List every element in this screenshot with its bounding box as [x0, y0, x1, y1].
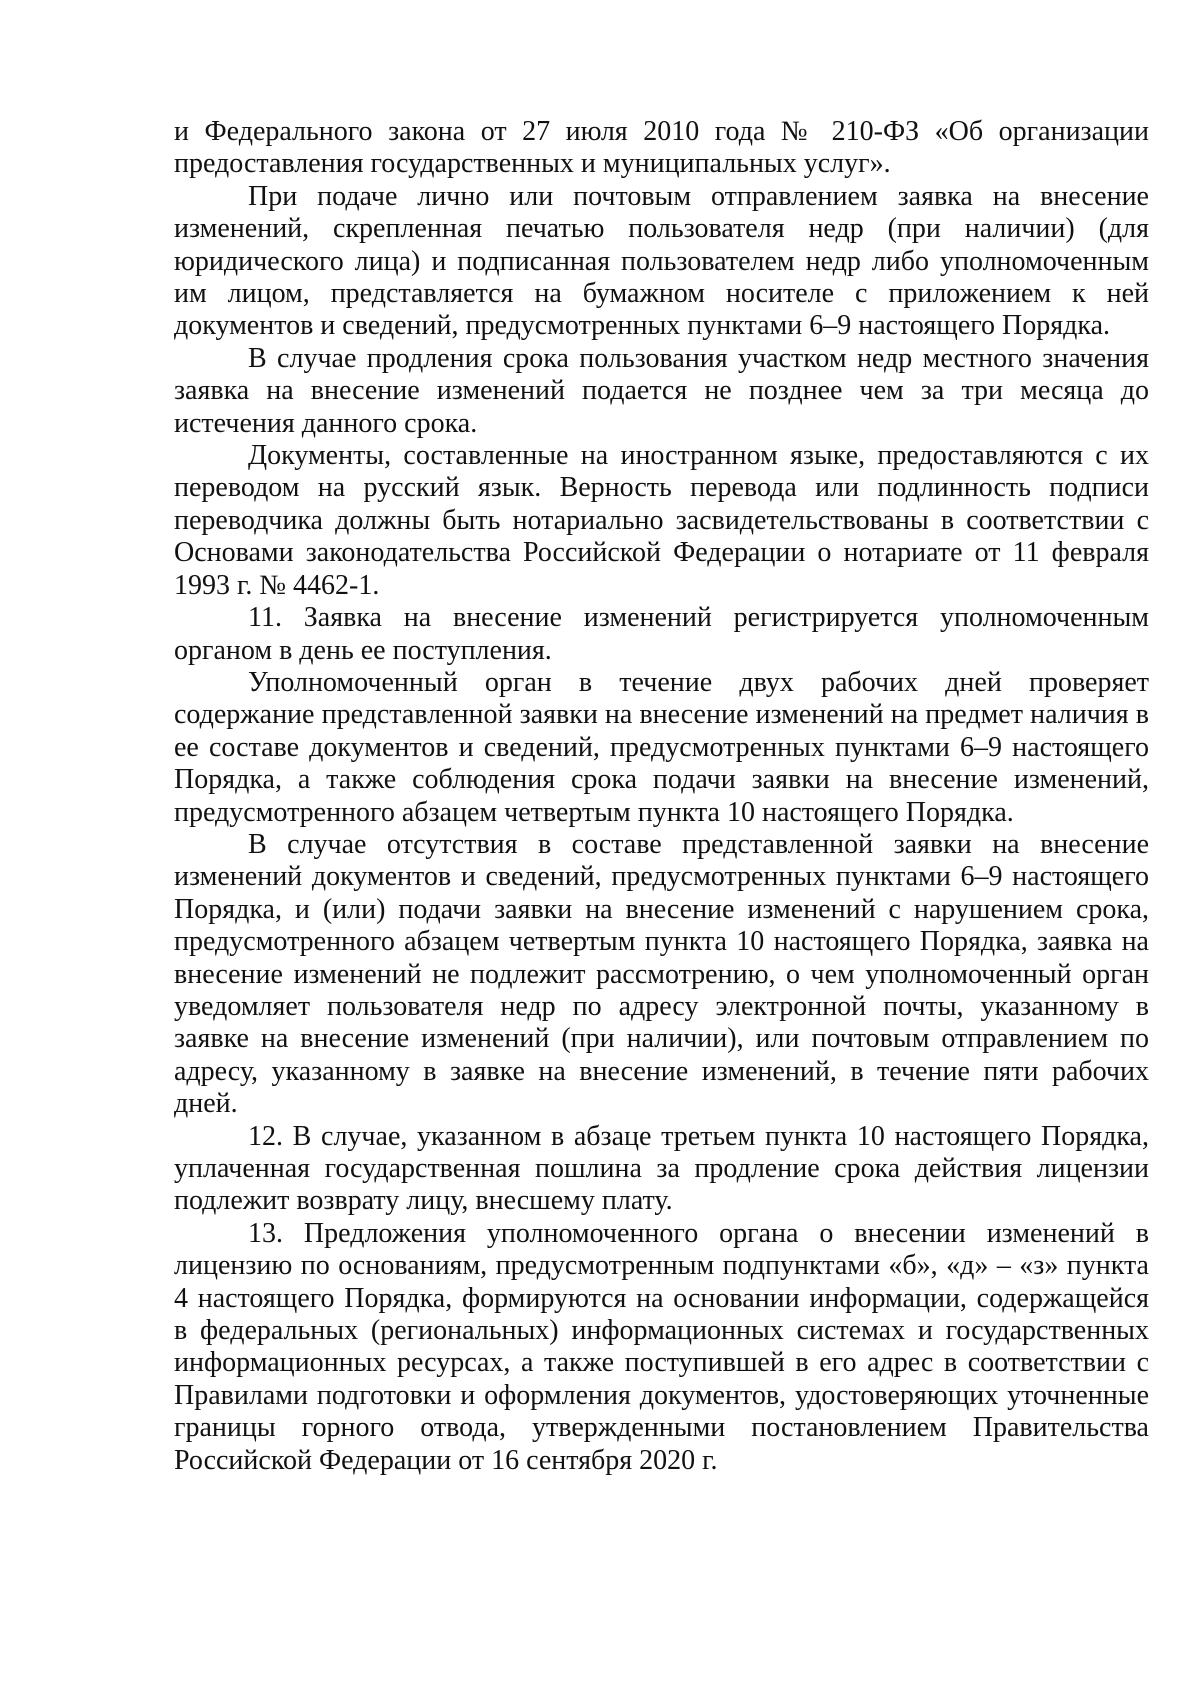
paragraph-item-13: 13. Предложения уполномоченного органа о внесении изменений в лицензию по основаниям, предусмотренным подпунктами «б», «д» – «з» пункта 4 настоящего Порядка, формируются на основании информации, содержащейся в федеральных (региональных) информационных системах и государственных информационных ресурсах, а также поступившей в его адрес в соответствии с Правилами подготовки и оформления документов, удостоверяющих уточненные границы горного отвода, утвержденными постановлением Правительства Российской Федерации от 16 сентября 2020 г.: [174, 1217, 1149, 1476]
paragraph-item-12: 12. В случае, указанном в абзаце третьем пункта 10 настоящего Порядка, уплаченная государственная пошлина за продление срока действия лицензии подлежит возврату лицу, внесшему плату.: [174, 1120, 1149, 1217]
paragraph-submission-method: При подаче лично или почтовым отправлением заявка на внесение изменений, скрепленная печатью пользователя недр (при наличии) (для юридического лица) и подписанная пользователем недр либо уполномоченным им лицом, представляется на бумажном носителе с приложением к ней документов и сведений, предусмотренных пунктами 6–9 настоящего Порядка.: [174, 180, 1149, 342]
paragraph-extension-deadline: В случае продления срока пользования участком недр местного значения заявка на внесение изменений подается не позднее чем за три месяца до истечения данного срока.: [174, 342, 1149, 439]
paragraph-foreign-documents: Документы, составленные на иностранном языке, предоставляются с их переводом на русский язык. Верность перевода или подлинность подписи переводчика должны быть нотариально засвидетельствованы в соответствии с Основами законодательства Российской Федерации о нотариате от 11 февраля 1993 г. № 4462-1.: [174, 440, 1149, 601]
document-body: [174, 116, 1149, 1477]
paragraph-review: Уполномоченный орган в течение двух рабочих дней проверяет содержание представленной заявки на внесение изменений на предмет наличия в ее составе документов и сведений, предусмотренных пунктами 6–9 настоящего Порядка, а также соблюдения срока подачи заявки на внесение изменений, предусмотренного абзацем четвертым пункта 10 настоящего Порядка.: [174, 666, 1149, 828]
paragraph-continuation: и Федерального закона от 27 июля 2010 года № 210-ФЗ «Об организации предоставления государственных и муниципальных услуг».: [174, 116, 1149, 180]
paragraph-rejection: В случае отсутствия в составе представленной заявки на внесение изменений документов и сведений, предусмотренных пунктами 6–9 настоящего Порядка, и (или) подачи заявки на внесение изменений с нарушением срока, предусмотренного абзацем четвертым пункта 10 настоящего Порядка, заявка на внесение изменений не подлежит рассмотрению, о чем уполномоченный орган уведомляет пользователя недр по адресу электронной почты, указанному в заявке на внесение изменений (при наличии), или почтовым отправлением по адресу, указанному в заявке на внесение изменений, в течение пяти рабочих дней.: [174, 828, 1149, 1120]
paragraph-item-11: 11. Заявка на внесение изменений регистрируется уполномоченным органом в день ее поступления.: [174, 602, 1149, 666]
